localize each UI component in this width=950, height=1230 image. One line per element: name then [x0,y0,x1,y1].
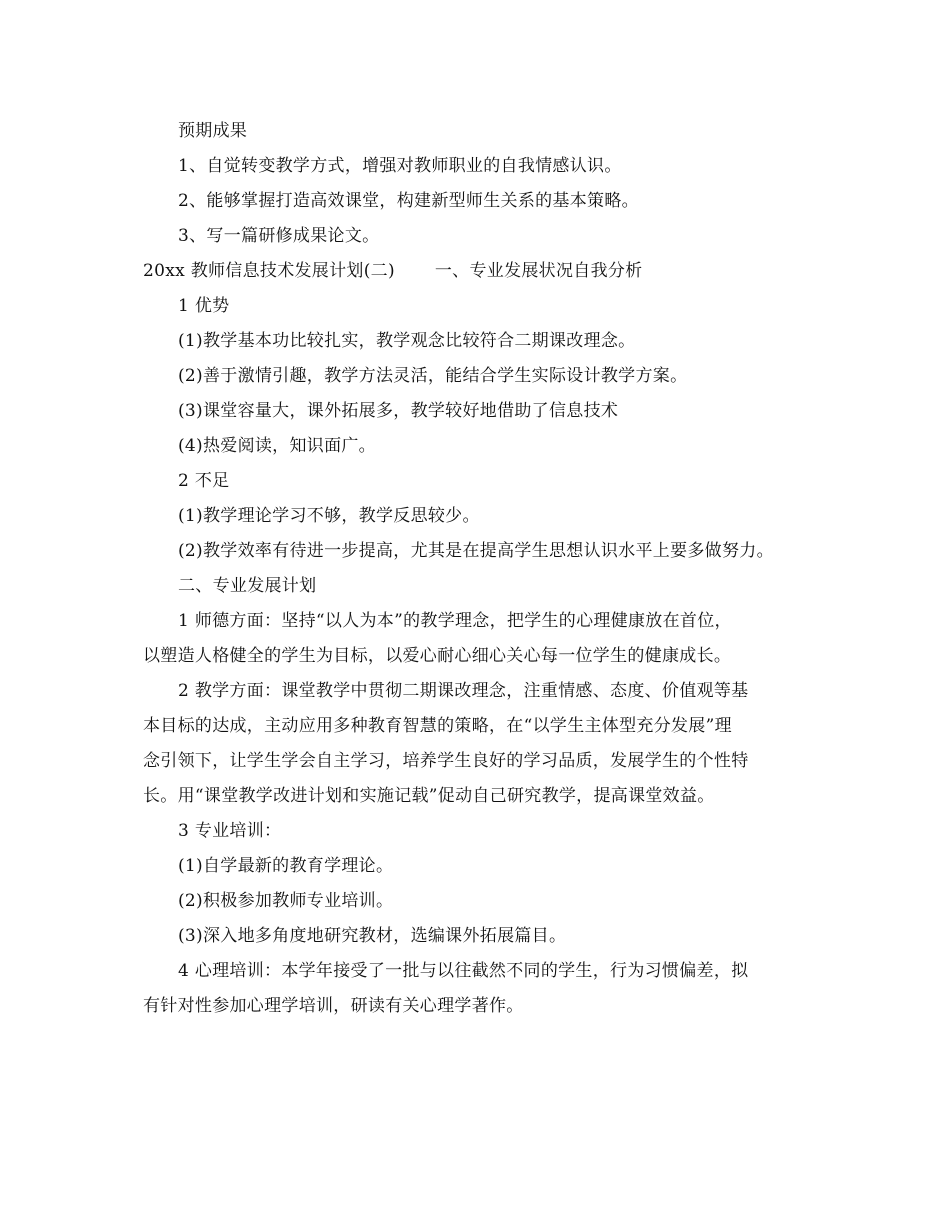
list-item: (2)积极参加教师专业培训。 [178,891,394,911]
paragraph-line: 长。用“课堂教学改进计划和实施记载”促动自己研究教学，提高课堂效益。 [143,786,715,806]
plan-title-line [143,260,642,282]
paragraph-line: 有针对性参加心理学培训，研读有关心理学著作。 [143,996,524,1016]
paragraph-line: 3、写一篇研修成果论文。 [178,226,380,246]
section-heading-self-analysis: 一、专业发展状况自我分析 [434,261,643,281]
list-item: (3)课堂容量大，课外拓展多，教学较好地借助了信息技术 [178,401,619,421]
paragraph-line: 以塑造人格健全的学生为目标，以爱心耐心细心关心每一位学生的健康成长。 [143,646,732,666]
list-item: (2)教学效率有待进一步提高，尤其是在提高学生思想认识水平上要多做努力。 [178,541,774,561]
subheading-strengths: 1 优势 [178,296,230,316]
paragraph-line: 本目标的达成，主动应用多种教育智慧的策略，在“以学生主体型充分发展”理 [143,716,732,736]
subheading-weaknesses: 2 不足 [178,471,230,491]
list-item: (4)热爱阅读，知识面广。 [178,436,376,456]
paragraph-line: 1、自觉转变教学方式，增强对教师职业的自我情感认识。 [178,156,622,176]
list-item: (1)教学理论学习不够，教学反思较少。 [178,506,480,526]
subheading-training: 3 专业培训： [178,821,282,841]
list-item: (1)教学基本功比较扎实，教学观念比较符合二期课改理念。 [178,331,636,351]
list-item: (3)深入地多角度地研究教材，选编课外拓展篇目。 [178,926,567,946]
paragraph-line: 2、能够掌握打造高效课堂，构建新型师生关系的基本策略。 [178,191,639,211]
section-heading-development-plan: 二、专业发展计划 [178,576,317,596]
plan-title: 20xx 教师信息技术发展计划(二) [143,261,395,281]
paragraph-line: 2 教学方面：课堂教学中贯彻二期课改理念，注重情感、态度、价值观等基 [178,681,749,701]
paragraph-line: 念引领下，让学生学会自主学习，培养学生良好的学习品质，发展学生的个性特 [143,751,749,771]
paragraph-line: 4 心理培训：本学年接受了一批与以往截然不同的学生，行为习惯偏差，拟 [178,961,749,981]
heading-expected-results: 预期成果 [178,121,248,141]
list-item: (1)自学最新的教育学理论。 [178,856,394,876]
list-item: (2)善于激情引趣，教学方法灵活，能结合学生实际设计教学方案。 [178,366,688,386]
paragraph-line: 1 师德方面：坚持“以人为本”的教学理念，把学生的心理健康放在首位， [178,611,732,631]
